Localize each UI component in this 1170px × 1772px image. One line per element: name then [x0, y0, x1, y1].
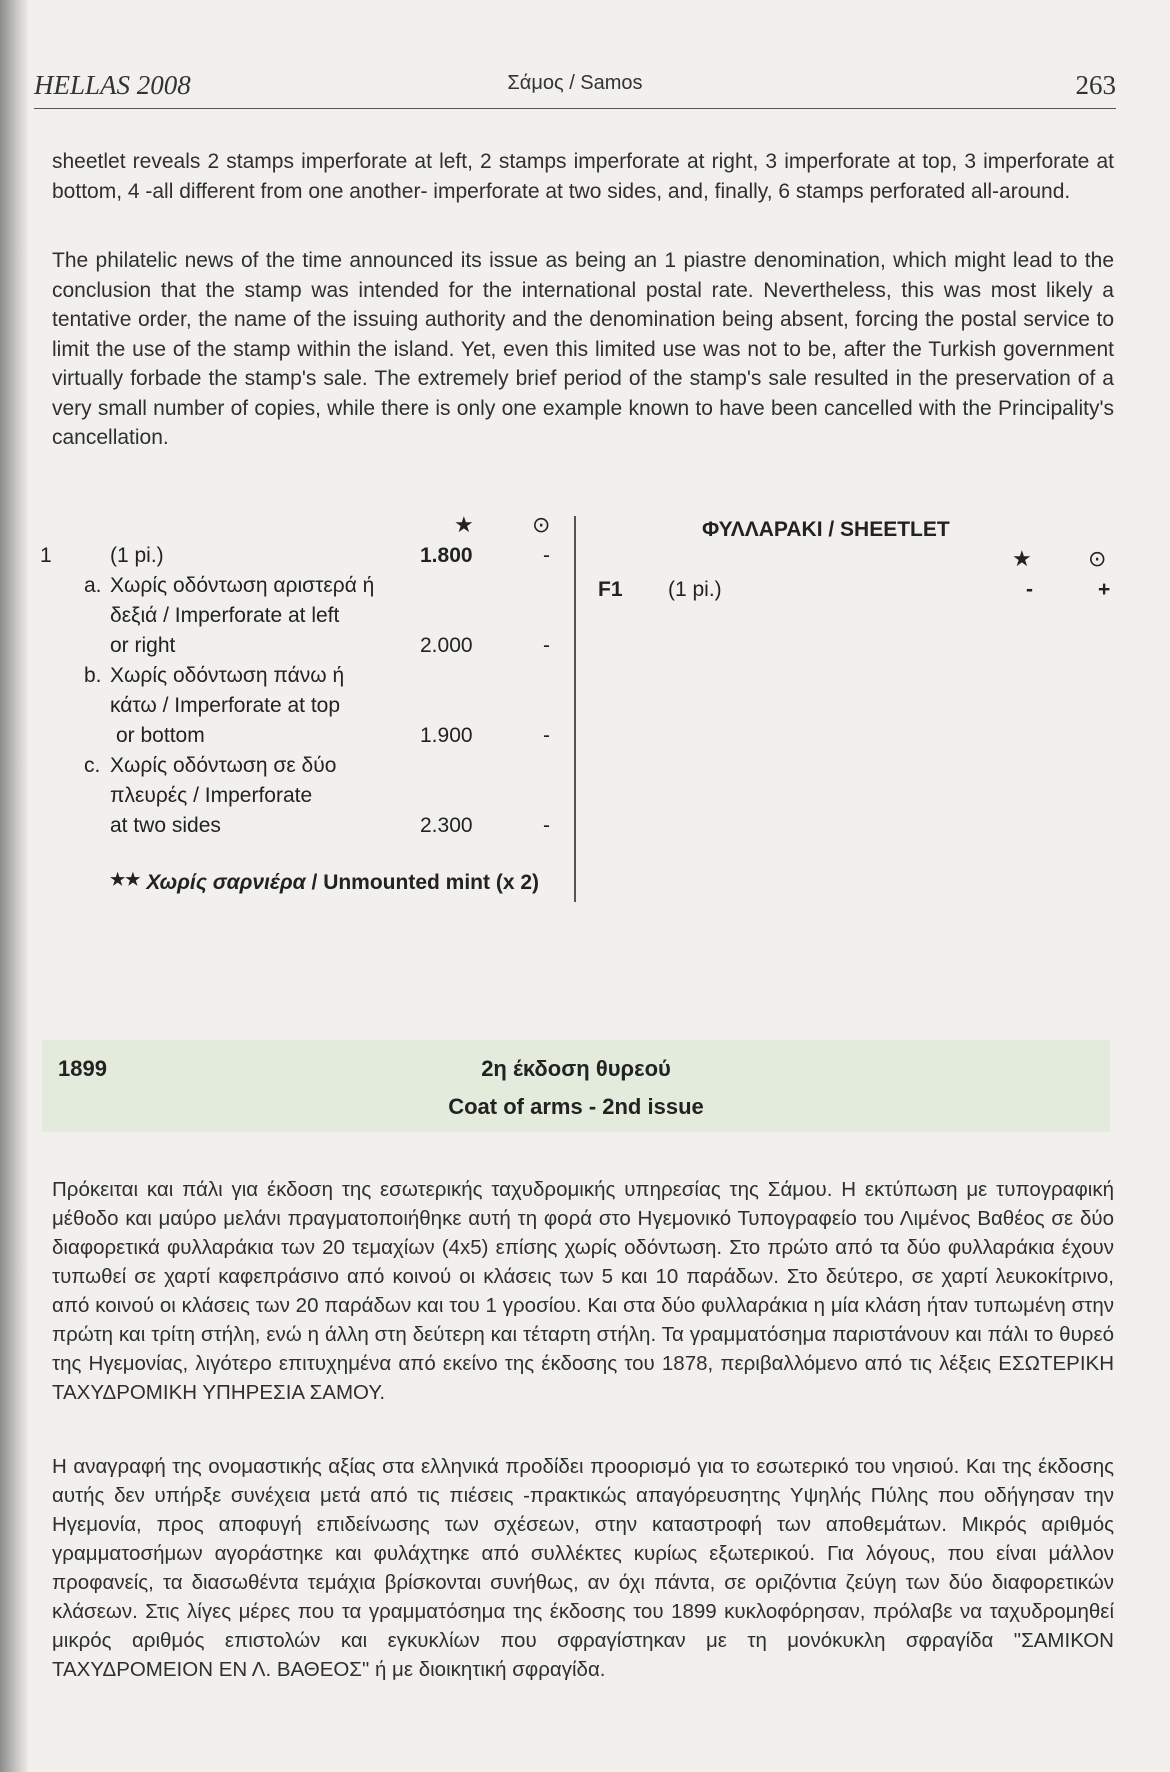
variety-text-line: Χωρίς οδόντωση πάνω ή — [110, 664, 345, 687]
sheetlet-mint-icon: ★ — [1012, 546, 1032, 571]
variety-letter: a. — [84, 574, 102, 597]
mint-column-icon: ★ — [454, 512, 474, 537]
variety-used-price: - — [543, 814, 550, 837]
footnote-greek: Χωρίς σαρνιέρα — [146, 871, 306, 894]
variety-used-price: - — [543, 634, 550, 657]
sheetlet-used-icon: ⊙ — [1088, 546, 1107, 571]
paragraph-en-2: The philatelic news of the time announced its issue as being an 1 piastre denomination, which might lead to the conclusion that the stamp was intended for the international postal rate. Nevertheless, this was most likely a tentative order, the name of the issuing authority and the denomination being absent, forcing the postal service to limit the use of the stamp within the island. Yet, even this limited use was not to be, after the Turkish government virtually forbade the stamp's sale. The extremely brief period of the stamp's sale resulted in the preservation of a very small number of copies, while there is only one example known to have been cancelled with the Principality's cancellation. — [52, 249, 1114, 449]
page-binding-shadow — [0, 0, 28, 1772]
variety-mint-price: 1.900 — [420, 724, 473, 747]
footnote-english: / Unmounted mint (x 2) — [305, 871, 540, 894]
running-title: HELLAS 2008 — [34, 70, 191, 100]
variety-text-line: πλευρές / Imperforate — [110, 784, 313, 807]
issue-heading-band — [42, 1040, 1110, 1132]
paragraph-en-1: sheetlet reveals 2 stamps imperforate at left, 2 stamps imperforate at right, 3 imperforate at top, 3 imperforate at bottom, 4 -all different from one another- imperforate at two sides, and, finally, 6 stamps perforated all-around. — [52, 150, 1114, 203]
catalogue-used-price: - — [543, 544, 550, 567]
page-number: 263 — [1075, 70, 1116, 100]
sheetlet-heading: ΦΥΛΛΑΡΑΚΙ / SHEETLET — [702, 518, 950, 541]
paragraph-gr-2: Η αναγραφή της ονομαστικής αξίας στα ελληνικά προδίδει προορισμό για το εσωτερικό του νησιού. Και της έκδοσης αυτής δεν υπήρξε συνέχεια μετά από τις πιέσεις -πρακτικώς απαγόρευσητης Υψηλής Πύλης που οδήγησαν την Ηγεμονία, προς αποφυγή επιδείνωσης των σχέσεων, στην καταστροφή των αποθεμάτων. Μικρός αριθμός γραμματοσήμων αγοράστηκε και φυλάχτηκε από συλλέκτες κυρίως εξωτερικού. Για λόγους, που είναι μάλλον προφανείς, τα διασωθέντα τεμάχια βρίσκονται συνήθως, αν όχι πάντα, σε οριζόντια ζεύγη των δύο διαφορετικών κλάσεων. Στις λίγες μέρες που τα γραμματόσημα της έκδοσης του 1899 κυκλοφόρησαν, πρόλαβε να ταχυδρομηθεί μικρός αριθμός επιστολών και εγκυκλίων που σφραγίστηκαν με τη μονόκυκλη σφραγίδα "ΣΑΜΙΚΟΝ ΤΑΧΥΔΡΟΜΕΙΟΝ ΕΝ Λ. ΒΑΘΕΟΣ" ή με διοικητική σφραγίδα. — [52, 1455, 1114, 1681]
sheetlet-used-price: + — [1098, 578, 1111, 601]
double-star-icon: ★★ — [110, 870, 141, 889]
variety-text-line: or right — [110, 634, 176, 657]
used-column-icon: ⊙ — [532, 512, 551, 537]
sheetlet-denomination: (1 pi.) — [668, 578, 722, 601]
variety-text-line: Χωρίς οδόντωση σε δύο — [110, 754, 337, 777]
table-column-divider — [574, 516, 576, 902]
catalogue-denomination: (1 pi.) — [110, 544, 164, 567]
section-title: Σάμος / Samos — [507, 72, 643, 94]
variety-mint-price: 2.000 — [420, 634, 473, 657]
variety-text-line: at two sides — [110, 814, 221, 837]
issue-title-english: Coat of arms - 2nd issue — [448, 1094, 704, 1119]
variety-text-line: or bottom — [116, 724, 205, 747]
variety-text-line: κάτω / Imperforate at top — [110, 694, 341, 717]
paragraph-gr-1: Πρόκειται και πάλι για έκδοση της εσωτερικής ταχυδρομικής υπηρεσίας της Σάμου. Η εκτύπωση με τυπογραφική μέθοδο και μαύρο μελάνι πραγματοποιήθηκε αυτή τη φορά στο Ηγεμονικό Τυπογραφείο του Λιμένος Βαθέος σε δύο διαφορετικά φυλλαράκια των 20 τεμαχίων (4x5) επίσης χωρίς οδόντωση. Στο πρώτο από τα δύο φυλλαράκια έχουν τυπωθεί σε χαρτί καφεπράσινο από κοινού οι κλάσεις των 5 και 10 παράδων. Στο δεύτερο, σε χαρτί λευκοκίτρινο, από κοινού οι κλάσεις των 20 παράδων και του 1 γροσίου. Και στα δύο φυλλαράκια η μία κλάση ήταν τυπωμένη στην πρώτη και τρίτη στήλη, ενώ η άλλη στη δεύτερη και τέταρτη στήλη. Τα γραμματόσημα παριστάνουν και πάλι το θυρεό της Ηγεμονίας, λιγότερο επιτυχημένα από εκείνο της έκδοσης του 1878, περιβαλλόμενο από τις λέξεις ΕΣΩΤΕΡΙΚΗ ΤΑΧΥΔΡΟΜΙΚΗ ΥΠΗΡΕΣΙΑ ΣΑΜΟΥ. — [52, 1178, 1114, 1404]
variety-letter: b. — [84, 664, 102, 687]
catalogue-number: 1 — [40, 544, 52, 567]
sheetlet-mint-price: - — [1026, 578, 1033, 601]
catalogue-mint-price: 1.800 — [420, 544, 473, 567]
variety-used-price: - — [543, 724, 550, 747]
sheetlet-number: F1 — [598, 578, 623, 601]
variety-letter: c. — [84, 754, 101, 777]
page-header — [34, 64, 1116, 109]
unmounted-mint-footnote — [110, 870, 539, 895]
issue-title-greek: 2η έκδοση θυρεού — [481, 1056, 671, 1081]
issue-year: 1899 — [58, 1056, 107, 1081]
variety-mint-price: 2.300 — [420, 814, 473, 837]
variety-text-line: Χωρίς οδόντωση αριστερά ή — [110, 574, 375, 597]
variety-text-line: δεξιά / Imperforate at left — [110, 604, 340, 627]
